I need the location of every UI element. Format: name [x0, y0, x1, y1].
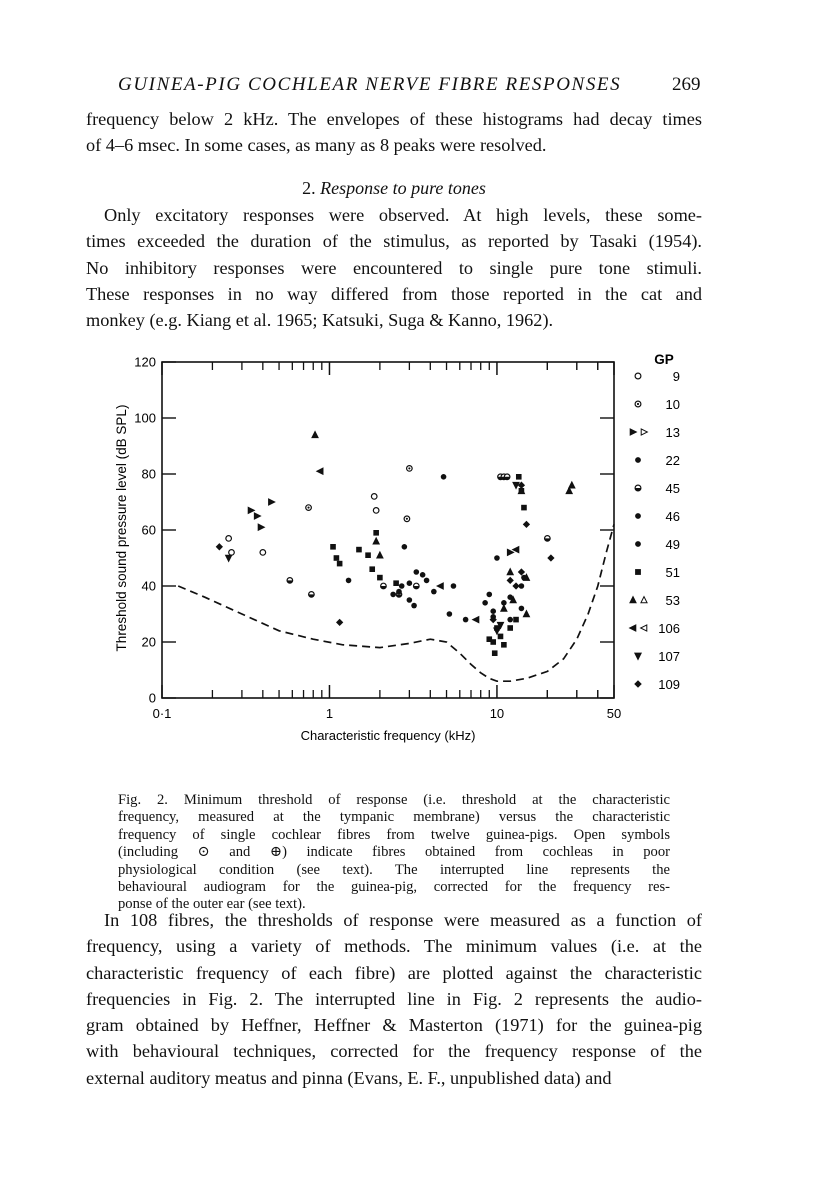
data-point-gp-45 — [287, 578, 293, 584]
legend-marker-open — [641, 597, 647, 603]
data-point-gp-13 — [248, 507, 254, 513]
caption-line: frequency of single cochlear fibres from twelve guinea-pigs. Open symbols — [118, 826, 670, 843]
paragraph-1 — [86, 106, 702, 159]
y-tick-label: 120 — [134, 354, 156, 370]
caption-line: frequency, measured at the tympanic membrane) versus the characteristic — [118, 809, 670, 826]
data-point-gp-45 — [545, 536, 551, 542]
section-heading — [86, 178, 702, 199]
data-point-gp-45 — [414, 583, 420, 589]
data-point-gp-22 — [482, 600, 488, 606]
legend-label: 51 — [665, 565, 680, 580]
data-point-gp-106 — [513, 547, 519, 553]
section-title: Response to pure tones — [320, 178, 486, 198]
data-point-gp-22 — [494, 555, 500, 561]
data-point-gp-51 — [516, 474, 522, 480]
y-tick-label: 40 — [141, 578, 156, 594]
x-tick-label: 50 — [606, 706, 622, 721]
legend-marker-filled — [630, 597, 636, 603]
data-point-gp-46 — [451, 583, 457, 589]
data-point-gp-46 — [424, 578, 430, 584]
data-point-gp-51 — [356, 547, 362, 553]
paragraph-line: frequency, using a variety of methods. The minimum values (i.e. at the — [86, 936, 702, 957]
paragraph-line: times exceeded the duration of the stimulus, as reported by Tasaki (1954). — [86, 231, 702, 252]
legend-item — [630, 621, 680, 636]
data-point-gp-51 — [369, 566, 375, 572]
y-tick-label: 60 — [141, 522, 156, 538]
y-tick-label: 20 — [141, 634, 156, 650]
data-point-gp-107 — [226, 555, 232, 561]
data-point-gp-46 — [407, 580, 413, 586]
y-tick-label: 0 — [148, 690, 156, 706]
data-point-gp-53 — [507, 569, 513, 575]
data-point-gp-45 — [504, 474, 510, 480]
data-point-gp-109 — [518, 568, 525, 575]
data-point-gp-9 — [373, 508, 379, 514]
data-point-gp-53 — [312, 431, 318, 437]
section-number: 2. — [302, 178, 316, 198]
data-point-gp-53 — [569, 482, 575, 488]
data-point-gp-51 — [507, 625, 513, 631]
running-title: GUINEA-PIG COCHLEAR NERVE FIBRE RESPONSES — [118, 74, 622, 95]
data-point-gp-109 — [216, 543, 223, 550]
x-axis-label: Characteristic frequency (kHz) — [300, 728, 476, 743]
data-point-gp-13 — [258, 524, 264, 530]
data-point-gp-46 — [420, 572, 426, 578]
paragraph-line: Only excitatory responses were observed. At high levels, these some- — [104, 205, 702, 225]
data-point-gp-10 — [306, 505, 312, 511]
marker-dot — [406, 518, 408, 520]
data-point-gp-22 — [431, 589, 437, 595]
legend-item — [634, 677, 680, 692]
paragraph-line: frequency below 2 kHz. The envelopes of these histograms had decay times — [86, 109, 702, 129]
page-number: 269 — [672, 74, 701, 95]
data-point-gp-53 — [501, 605, 507, 611]
data-point-gp-9 — [260, 550, 266, 556]
caption-line: Fig. 2. Minimum threshold of response (i.e. threshold at the characteristic — [118, 792, 670, 808]
data-point-gp-51 — [521, 505, 527, 511]
legend — [630, 352, 680, 692]
legend-marker — [635, 485, 641, 491]
data-point-gp-109 — [512, 582, 519, 589]
legend-marker-open — [641, 625, 647, 631]
data-point-gp-106 — [437, 583, 443, 589]
data-point-gp-45 — [381, 583, 387, 589]
data-point-gp-53 — [523, 611, 529, 617]
data-point-gp-51 — [330, 544, 336, 550]
data-point-gp-53 — [373, 538, 379, 544]
data-point-gp-9 — [371, 494, 377, 500]
data-point-gp-46 — [507, 617, 513, 623]
data-point-gp-49 — [490, 608, 496, 614]
data-point-gp-51 — [373, 530, 379, 536]
data-point-gp-22 — [447, 611, 453, 617]
y-axis-label: Threshold sound pressure level (dB SPL) — [114, 404, 129, 652]
legend-label: 53 — [665, 593, 680, 608]
data-point-gp-49 — [396, 589, 402, 595]
paragraph-line: No inhibitory responses were encountered to single pure tone stimuli. — [86, 257, 702, 278]
data-point-gp-13 — [269, 499, 275, 505]
caption-line: ponse of the outer ear (see text). — [118, 896, 306, 913]
running-header — [0, 74, 816, 102]
legend-marker — [635, 513, 641, 519]
data-point-gp-22 — [463, 617, 469, 623]
legend-label: 13 — [665, 425, 680, 440]
paragraph-line: These responses in no way differed from those reported in the cat and — [86, 283, 702, 304]
data-point-gp-51 — [334, 555, 340, 561]
data-point-gp-49 — [411, 603, 417, 609]
data-point-gp-49 — [399, 583, 405, 589]
paragraph-line: with behavioural techniques, corrected for the frequency response of the — [86, 1041, 702, 1062]
legend-marker — [635, 401, 641, 407]
data-point-gp-51 — [492, 650, 498, 656]
data-point-gp-51 — [498, 634, 504, 640]
legend-marker — [634, 680, 642, 688]
paragraph-line: monkey (e.g. Kiang et al. 1965; Katsuki, Suga & Kanno, 1962). — [86, 310, 554, 331]
data-point-gp-49 — [519, 606, 525, 612]
paragraph-3 — [86, 907, 702, 1091]
paragraph-line: gram obtained by Heffner, Heffner & Masterton (1971) for the guinea-pig — [86, 1015, 702, 1036]
legend-item — [635, 369, 680, 384]
legend-item — [630, 593, 680, 608]
legend-marker — [635, 569, 641, 575]
legend-marker-filled — [630, 429, 636, 435]
y-tick-label: 80 — [141, 466, 156, 482]
data-point-gp-10 — [407, 466, 413, 472]
legend-marker — [635, 373, 641, 379]
data-point-gp-10 — [404, 516, 410, 522]
data-point-gp-49 — [407, 597, 413, 603]
data-point-gp-109 — [547, 554, 554, 561]
data-point-gp-106 — [317, 468, 323, 474]
caption-line: (including ⊙ and ⊕) indicate fibres obtained from cochleas in poor — [118, 844, 670, 861]
data-point-gp-22 — [414, 569, 420, 575]
legend-item — [635, 453, 680, 468]
data-point-gp-9 — [229, 550, 235, 556]
legend-label: 109 — [658, 677, 680, 692]
x-tick-label: 10 — [489, 706, 505, 721]
figure-caption — [118, 792, 670, 914]
y-tick-label: 100 — [134, 410, 156, 426]
legend-marker — [635, 541, 641, 547]
data-point-gp-109 — [507, 577, 514, 584]
data-point-gp-45 — [309, 592, 315, 598]
marker-dot — [307, 507, 309, 509]
paragraph-line: characteristic frequency of each fibre) are plotted against the characteristic — [86, 962, 702, 983]
data-point-gp-9 — [226, 536, 232, 542]
legend-label: 49 — [665, 537, 680, 552]
legend-item — [635, 481, 680, 496]
legend-marker — [635, 653, 641, 659]
legend-marker — [635, 457, 641, 463]
legend-label: 45 — [665, 481, 680, 496]
legend-marker-open — [641, 429, 647, 435]
caption-line: physiological condition (see text). The interrupted line represents the — [118, 861, 670, 878]
paragraph-2 — [86, 202, 702, 333]
data-point-gp-109 — [336, 619, 343, 626]
paragraph-line: frequencies in Fig. 2. The interrupted line in Fig. 2 represents the audio- — [86, 988, 702, 1009]
audiogram-line — [178, 524, 614, 681]
x-tick-label: 1 — [325, 706, 334, 721]
data-point-gp-106 — [473, 617, 479, 623]
figure-2-chart — [0, 330, 816, 750]
legend-label: 22 — [665, 453, 680, 468]
legend-label: 9 — [672, 369, 680, 384]
legend-item — [635, 397, 680, 412]
paragraph-line: of 4–6 msec. In some cases, as many as 8 peaks were resolved. — [86, 135, 547, 156]
data-point-gp-13 — [507, 549, 513, 555]
data-point-gp-22 — [486, 592, 492, 598]
data-point-gp-51 — [513, 617, 519, 623]
chart-axes — [162, 362, 614, 698]
caption-line: behavioural audiogram for the guinea-pig, corrected for the frequency res- — [118, 879, 670, 896]
legend-item — [630, 425, 680, 440]
data-point-gp-51 — [490, 639, 496, 645]
legend-item — [635, 537, 680, 552]
legend-label: 106 — [658, 621, 680, 636]
data-point-gp-51 — [337, 561, 343, 567]
audiogram-layer — [178, 524, 614, 681]
legend-item — [635, 649, 680, 664]
data-point-gp-107 — [494, 628, 500, 634]
paragraph-line: In 108 fibres, the thresholds of response were measured as a function of — [104, 910, 702, 930]
data-point-gp-46 — [441, 474, 447, 480]
legend-label: 107 — [658, 649, 680, 664]
marker-dot — [408, 467, 410, 469]
paragraph-line: external auditory meatus and pinna (Evans, E. F., unpublished data) and — [86, 1067, 612, 1088]
x-tick-label: 0·1 — [152, 706, 172, 721]
data-point-gp-22 — [346, 578, 352, 584]
data-point-gp-49 — [390, 592, 396, 598]
data-point-gp-13 — [254, 513, 260, 519]
data-point-gp-51 — [393, 580, 399, 586]
legend-label: 46 — [665, 509, 680, 524]
data-point-gp-51 — [501, 642, 507, 648]
legend-title: GP — [654, 352, 674, 367]
plot-frame — [162, 362, 614, 698]
legend-item — [635, 565, 680, 580]
data-point-gp-22 — [402, 544, 408, 550]
data-points-layer — [216, 431, 575, 656]
data-point-gp-51 — [377, 575, 383, 581]
data-point-gp-53 — [377, 552, 383, 558]
legend-marker-filled — [630, 625, 636, 631]
data-point-gp-51 — [365, 552, 371, 558]
marker-dot — [637, 403, 639, 405]
data-point-gp-109 — [523, 521, 530, 528]
legend-label: 10 — [665, 397, 680, 412]
legend-item — [635, 509, 680, 524]
